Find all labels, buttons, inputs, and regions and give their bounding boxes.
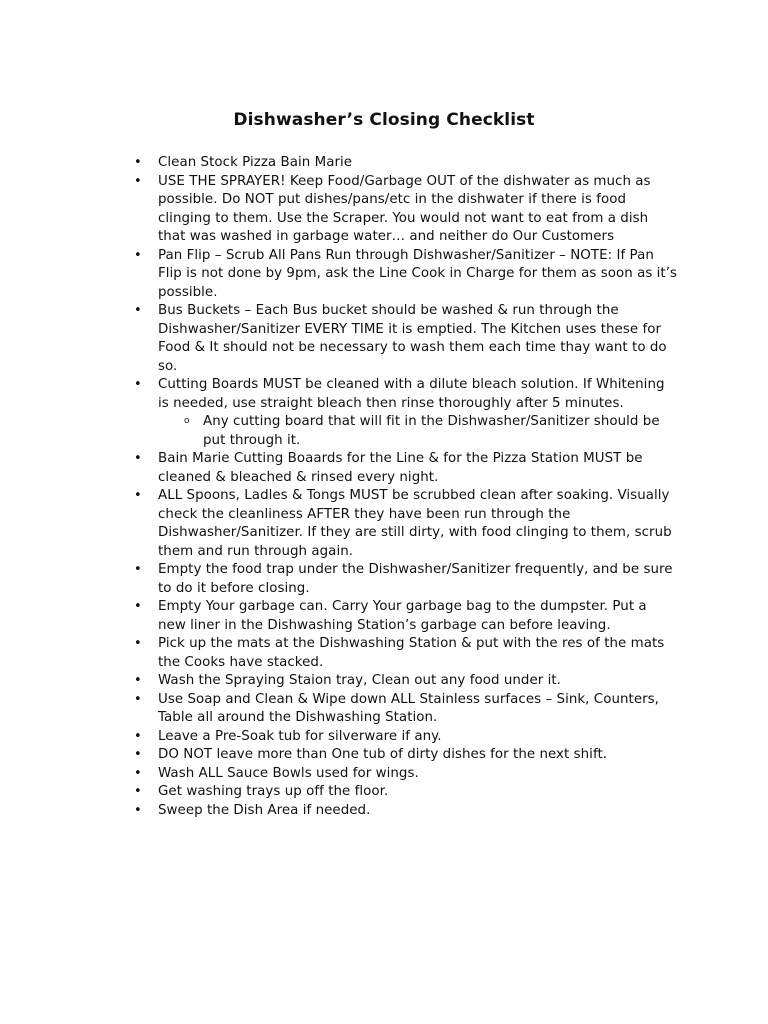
checklist-item xyxy=(158,765,678,784)
checklist-item-text: Pick up the mats at the Dishwashing Station & put with the res of the mats the Cooks have stacked. xyxy=(158,636,665,670)
checklist-item xyxy=(158,247,678,303)
checklist-item-text: Pan Flip – Scrub All Pans Run through Dishwasher/Sanitizer – NOTE: If Pan Flip is not done by 9pm, ask the Line Cook in Charge for them as soon as it’s possible. xyxy=(158,247,678,300)
checklist-item-text: Wash ALL Sauce Bowls used for wings. xyxy=(158,765,419,781)
checklist-item xyxy=(158,487,678,561)
document-title: Dishwasher’s Closing Checklist xyxy=(233,110,535,130)
checklist-item xyxy=(158,728,678,747)
checklist-item xyxy=(158,561,678,598)
checklist-item-text: Empty Your garbage can. Carry Your garbage bag to the dumpster. Put a new liner in the Dishwashing Station’s garbage can before leaving. xyxy=(158,599,647,633)
checklist-item xyxy=(158,691,678,728)
checklist-item xyxy=(158,376,678,450)
checklist-item xyxy=(158,302,678,376)
checklist-item-text: Wash the Spraying Staion tray, Clean out any food under it. xyxy=(158,673,561,688)
checklist-item-text: Bus Buckets – Each Bus bucket should be washed & run through the Dishwasher/Sanitizer EVERY TIME it is emptied. The Kitchen uses these for Food & It should not be necessary to wash them each time thay want to do so. xyxy=(158,303,667,374)
checklist-item-text: Bain Marie Cutting Boaards for the Line & for the Pizza Station MUST be cleaned & bleached & rinsed every night. xyxy=(158,451,643,485)
checklist-item xyxy=(158,783,678,802)
checklist-item xyxy=(158,746,678,765)
checklist-sublist xyxy=(158,413,678,450)
checklist-item-text: Use Soap and Clean & Wipe down ALL Stainless surfaces – Sink, Counters, Table all around the Dishwashing Station. xyxy=(158,691,659,725)
checklist-item-text: ALL Spoons, Ladles & Tongs MUST be scrubbed clean after soaking. Visually check the cleanliness AFTER they have been run through the Dishwasher/Sanitizer. If they are still dirty, with food clinging to them, scrub them and run through again. xyxy=(158,488,672,559)
checklist-item xyxy=(158,802,678,821)
checklist-item xyxy=(158,154,678,173)
checklist-item xyxy=(158,173,678,247)
checklist-item xyxy=(158,598,678,635)
checklist-item-text: Get washing trays up off the floor. xyxy=(158,784,389,799)
checklist-subitem: o Any cutting board that will fit in the Dishwasher/Sanitizer should be put through it. xyxy=(203,413,678,450)
checklist-item-text: Sweep the Dish Area if needed. xyxy=(158,802,371,818)
checklist xyxy=(158,154,678,820)
checklist-item-text: USE THE SPRAYER! Keep Food/Garbage OUT of the dishwater as much as possible. Do NOT put dishes/pans/etc in the dishwater if there is food clinging to them. Use the Scraper. You would not want to eat from a dish that was washed in garbage water… and neither do Our Customers xyxy=(158,173,651,244)
checklist-item xyxy=(158,672,678,691)
checklist-item-text: DO NOT leave more than One tub of dirty dishes for the next shift. xyxy=(158,747,608,762)
checklist-item xyxy=(158,635,678,672)
checklist-item xyxy=(158,450,678,487)
checklist-item-text: Leave a Pre-Soak tub for silverware if any. xyxy=(158,728,442,744)
checklist-item-text: Empty the food trap under the Dishwasher/Sanitizer frequently, and be sure to do it before closing. xyxy=(158,562,673,596)
checklist-item-text: Cutting Boards MUST be cleaned with a dilute bleach solution. If Whitening is needed, use straight bleach then rinse thoroughly after 5 minutes. xyxy=(158,377,665,411)
checklist-item-text: Clean Stock Pizza Bain Marie xyxy=(158,155,353,170)
